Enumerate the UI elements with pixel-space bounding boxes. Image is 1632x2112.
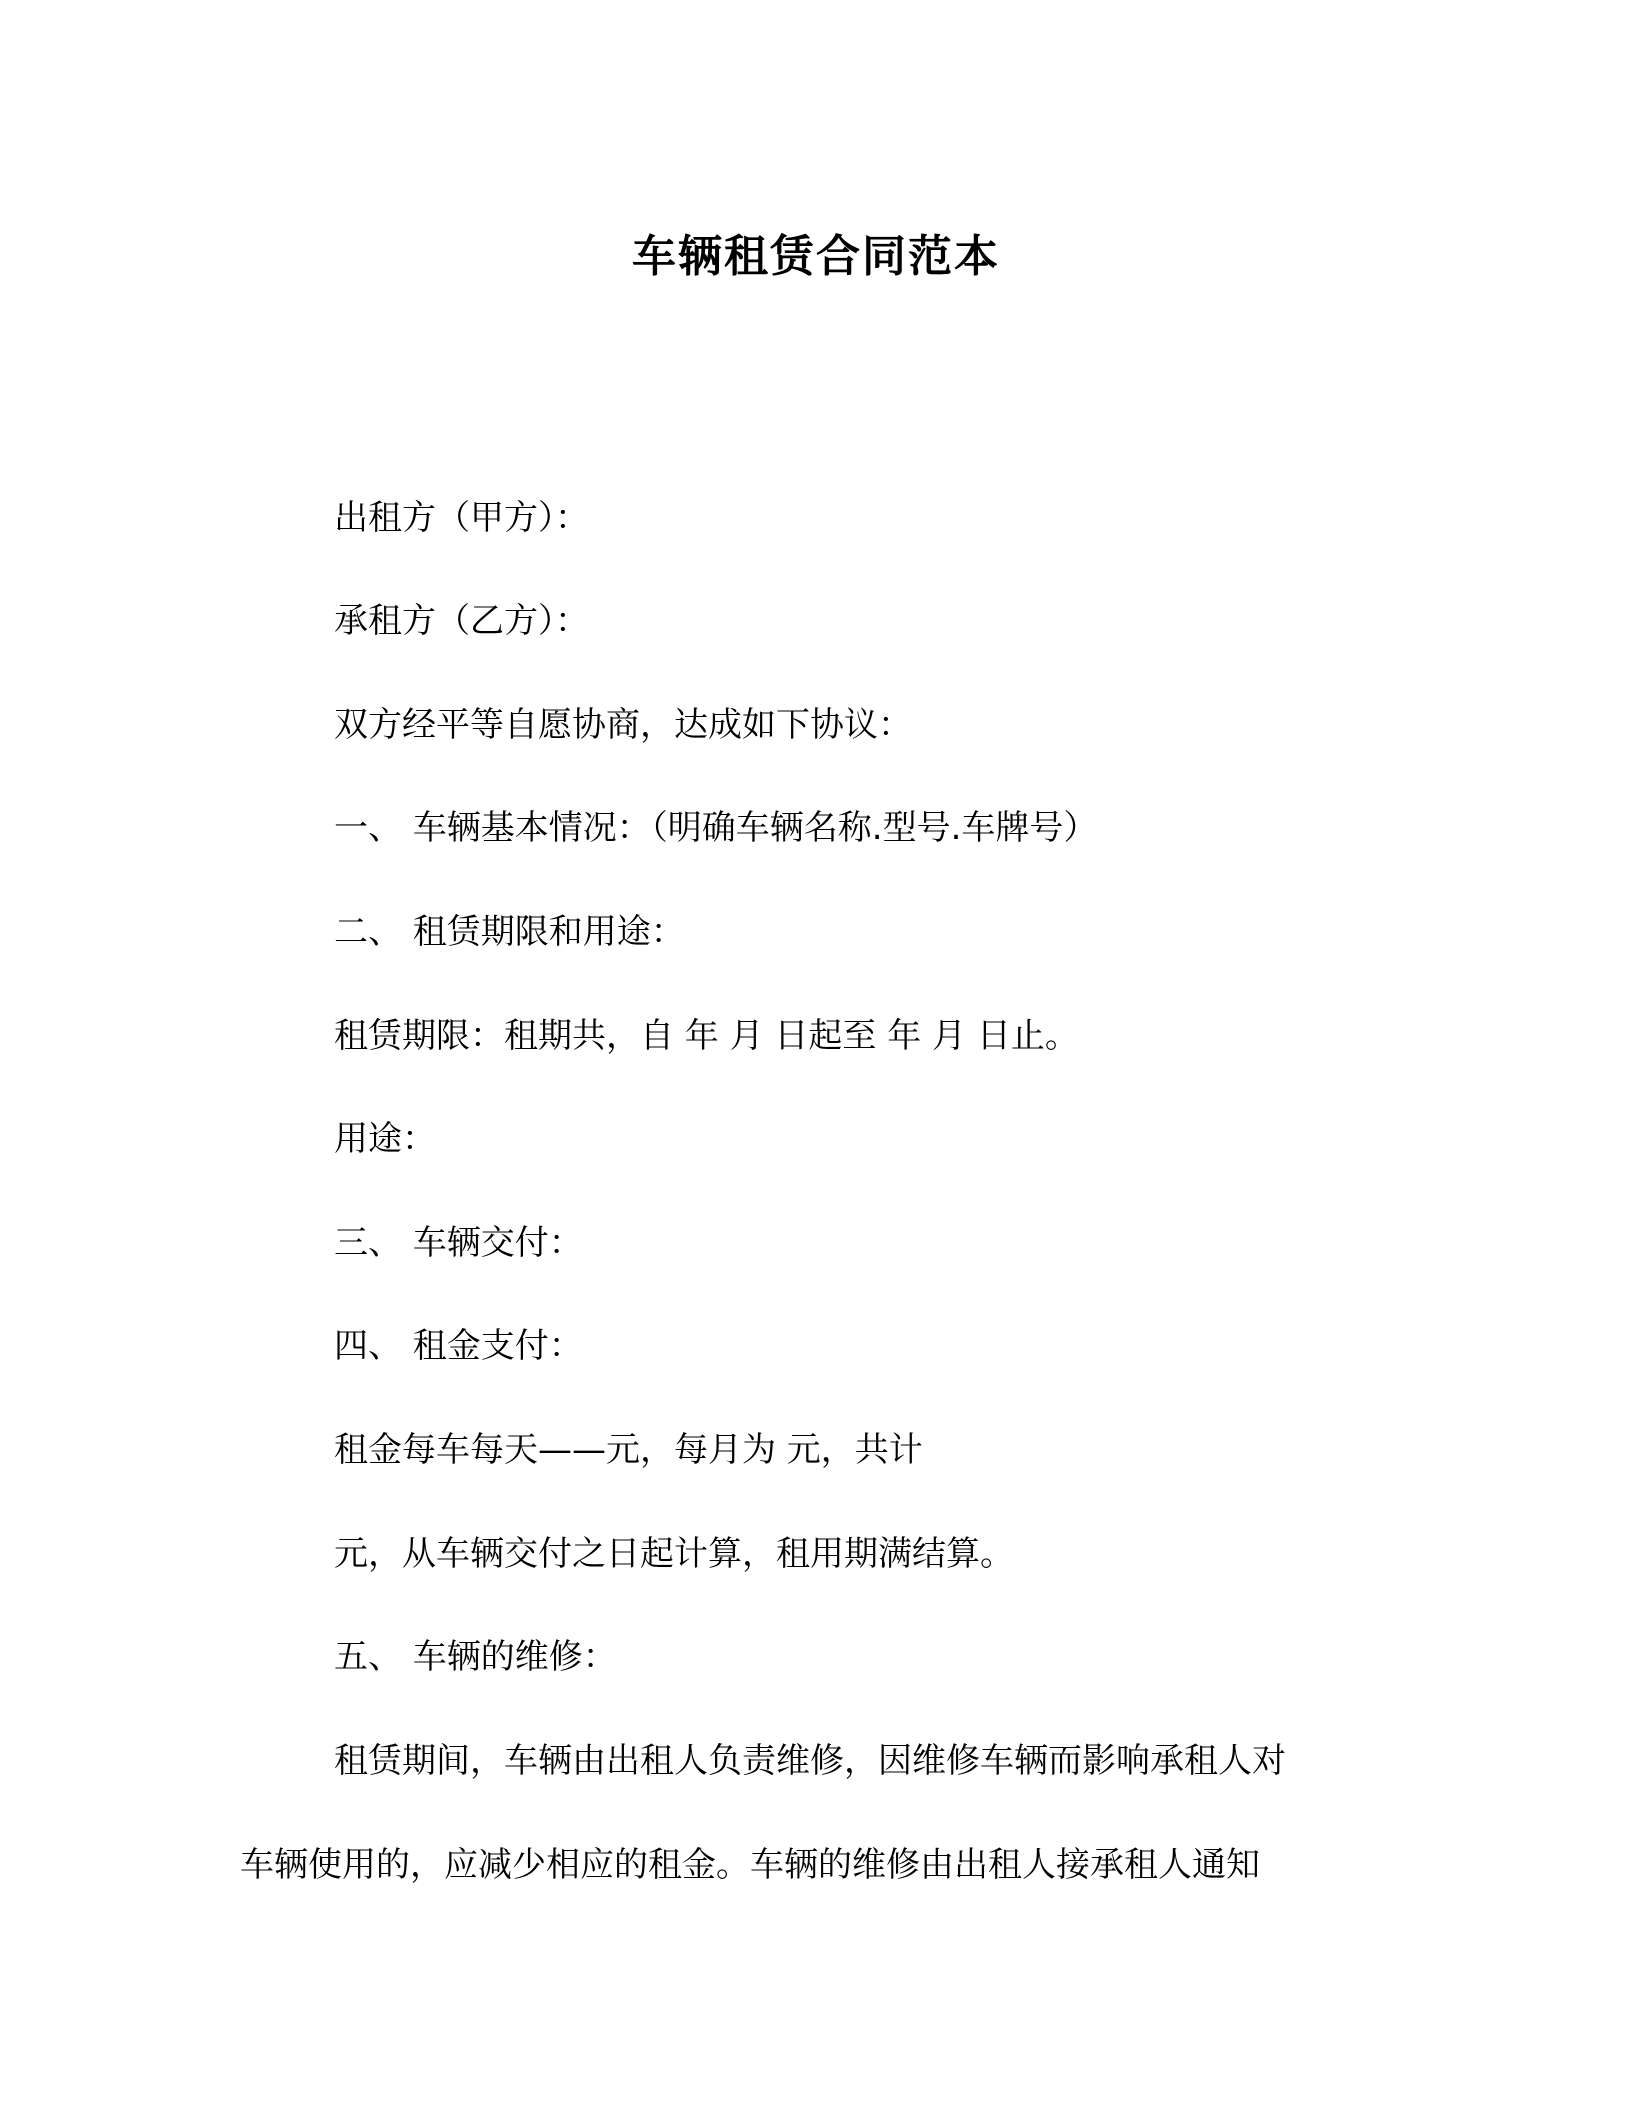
lessor-line: 出租方（甲方）：	[334, 498, 589, 538]
lease-term-line: 租赁期限：租期共，自 年 月 日起至 年 月 日止。	[334, 1016, 1079, 1056]
maintenance-paragraph-line-2: 车辆使用的，应减少相应的租金。车辆的维修由出租人接承租人通知	[240, 1845, 1260, 1885]
maintenance-paragraph-line-1: 租赁期间，车辆由出租人负责维修，因维修车辆而影响承租人对	[334, 1741, 1286, 1781]
document-title: 车辆租赁合同范本	[632, 231, 1000, 282]
usage-line: 用途：	[334, 1119, 436, 1159]
section-1-heading: 一、 车辆基本情况：（明确车辆名称.型号.车牌号）	[334, 808, 1098, 848]
section-4-heading: 四、 租金支付：	[334, 1326, 583, 1366]
maintenance-paragraph	[240, 1739, 1400, 1887]
rent-line-2: 元，从车辆交付之日起计算，租用期满结算。	[334, 1534, 1014, 1574]
section-2-heading: 二、 租赁期限和用途：	[334, 912, 685, 952]
lessee-line: 承租方（乙方）：	[334, 601, 589, 641]
rent-line-1: 租金每车每天——元，每月为 元，共计	[334, 1430, 923, 1470]
agreement-intro-line: 双方经平等自愿协商，达成如下协议：	[334, 705, 912, 745]
section-3-heading: 三、 车辆交付：	[334, 1223, 583, 1263]
section-5-heading: 五、 车辆的维修：	[334, 1637, 617, 1677]
